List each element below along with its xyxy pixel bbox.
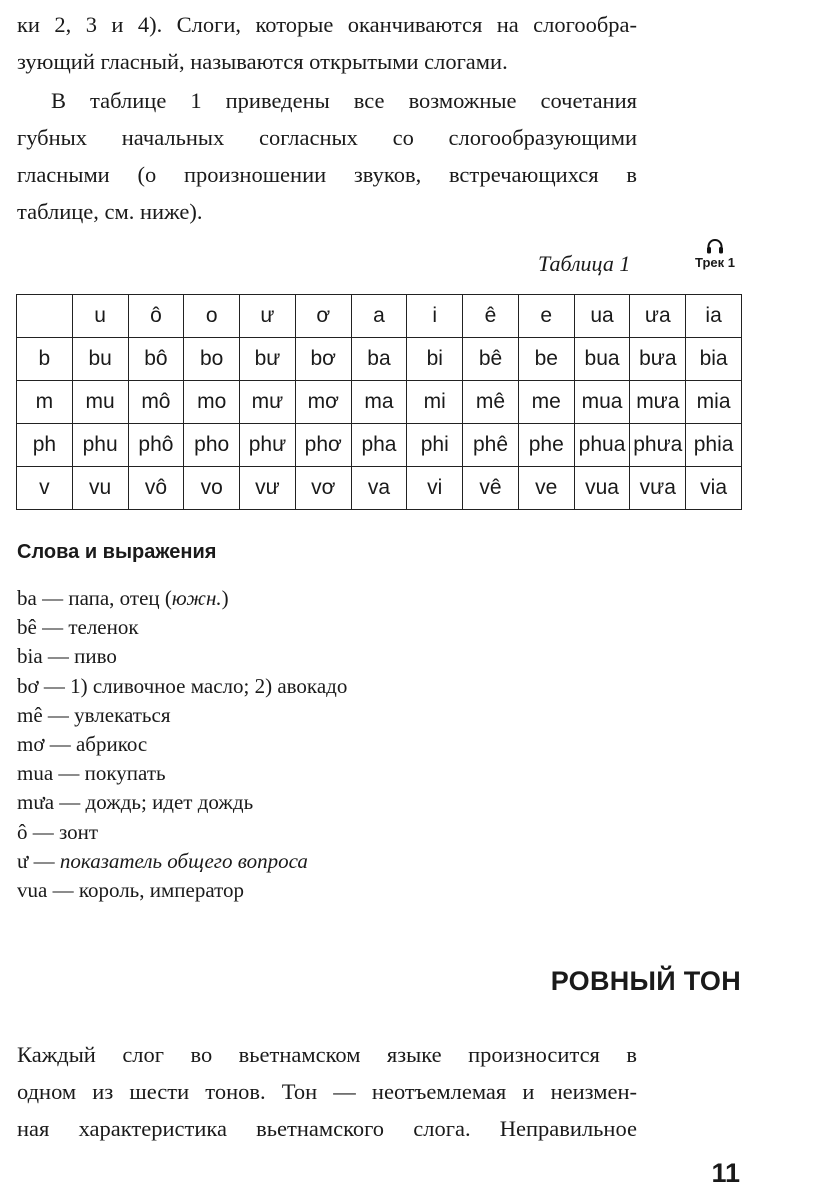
table-header-cell: ưa [630,295,686,338]
page-number: 11 [711,1158,740,1188]
table-cell: bu [72,338,128,381]
vocab-word: mưa [17,790,55,815]
vocab-dash: — [32,819,54,844]
table-cell: vua [574,467,630,510]
table-cell: bia [686,338,742,381]
vocab-dash: — [47,644,69,669]
table-cell: phua [574,424,630,467]
vocab-word: ô [17,819,28,844]
table-cell: phô [128,424,184,467]
vocab-word: mê [17,702,43,727]
vocab-entry [17,847,347,876]
table-row [17,424,742,467]
table-cell: bơ [295,338,351,381]
vocab-word: bơ [17,673,39,698]
vocab-translation: увлекаться [74,702,171,727]
vocabulary-heading: Слова и выражения [17,541,217,563]
vocab-dash: — [58,761,80,786]
table-row [17,381,742,424]
section-title: РОВНЫЙ ТОН [550,966,741,996]
vocab-word: bia [17,644,43,669]
table-cell: ba [351,338,407,381]
vocab-translation: зонт [59,819,99,844]
vocab-entry [17,818,347,847]
vocab-dash: — [42,615,64,640]
vocab-translation: король, император [78,878,245,903]
vocab-word: mơ [17,732,45,757]
table-cell: phi [407,424,463,467]
table-cell: phê [463,424,519,467]
vocab-dash: — [42,586,64,610]
vocab-translation: 1) сливочное масло; 2) авокадо [70,673,348,698]
vocab-dash: — [33,848,55,873]
table-cell: bưa [630,338,686,381]
table-cell: mi [407,381,463,424]
vocab-dash: — [52,878,74,903]
table-cell: me [518,381,574,424]
table-cell: bư [240,338,296,381]
vocab-dash: — [47,702,69,727]
table-cell: vê [463,467,519,510]
text-line: В таблице 1 приведены все возможные сочетания [51,88,637,113]
vocab-entry [17,759,347,788]
text-line: Каждый слог во вьетнамском языке произносится в [17,1042,637,1067]
table-row [17,467,742,510]
vocab-dash: — [49,732,71,757]
table-cell: vô [128,467,184,510]
table-header-cell: o [184,295,240,338]
table-cell: pho [184,424,240,467]
table-cell: vu [72,467,128,510]
table-cell: mư [240,381,296,424]
text-line: гласными (о произношении звуков, встречающихся в [17,162,637,187]
vocab-entry [17,788,347,817]
table-header-row [17,295,742,338]
table-header-cell: ơ [295,295,351,338]
table-cell: mô [128,381,184,424]
intro-paragraph [17,6,637,80]
vocab-suffix: ) [221,586,229,610]
text-line: зующий гласный, называются открытыми слогами. [17,49,508,74]
vocab-entry [17,876,347,905]
table-row [17,338,742,381]
table-cell: phưa [630,424,686,467]
table-cell: be [518,338,574,381]
vocab-note: южн. [171,586,222,610]
table-cell: bi [407,338,463,381]
table-cell: bo [184,338,240,381]
vocab-entry [17,730,347,759]
vocab-translation: дождь; идет дождь [85,790,254,815]
table-cell: pha [351,424,407,467]
table-cell: vơ [295,467,351,510]
headphones-icon [706,238,724,254]
table-header-cell: ua [574,295,630,338]
text-line: ки 2, 3 и 4). Слоги, которые оканчиваются на слогообра- [17,12,637,37]
vocab-entry [17,613,347,642]
table-cell: phơ [295,424,351,467]
table-intro-paragraph [17,82,637,230]
table-cell: ma [351,381,407,424]
table-header-cell: a [351,295,407,338]
vocab-translation: абрикос [75,732,148,757]
vocab-note: показатель общего вопроса [59,848,308,873]
table-header-cell: e [518,295,574,338]
vocab-translation: покупать [84,761,166,786]
text-line: ная характеристика вьетнамского слога. Неправильное [17,1116,637,1141]
table-cell: mê [463,381,519,424]
vocabulary-list [17,584,347,905]
table-header-cell: ô [128,295,184,338]
table-cell: mo [184,381,240,424]
table-row-label: m [17,381,73,424]
vocab-translation: пиво [74,644,117,669]
vocab-entry [17,642,347,671]
vocab-word: mua [17,761,54,786]
table-header-cell [17,295,73,338]
vocab-entry [17,584,347,613]
table-cell: vưa [630,467,686,510]
table-header-cell: ư [240,295,296,338]
vocab-translation: папа, отец ( [68,586,172,610]
table-row-label: b [17,338,73,381]
table-cell: phư [240,424,296,467]
table-header-cell: i [407,295,463,338]
syllable-table [16,294,742,510]
table-header-cell: ê [463,295,519,338]
vocab-translation: теленок [68,615,139,640]
table-cell: bua [574,338,630,381]
vocab-entry [17,672,347,701]
table-cell: phu [72,424,128,467]
vocab-dash: — [43,673,65,698]
vocab-word: ư [17,848,29,873]
audio-track-button[interactable] [690,238,740,270]
track-label: Трек 1 [695,255,735,270]
table-cell: ve [518,467,574,510]
table-cell: vư [240,467,296,510]
text-line: таблице, см. ниже). [17,199,203,224]
table-cell: mua [574,381,630,424]
table-cell: phia [686,424,742,467]
table-cell: phe [518,424,574,467]
table-caption: Таблица 1 [538,251,631,276]
table-row-label: ph [17,424,73,467]
table-cell: mu [72,381,128,424]
table-header-cell: ia [686,295,742,338]
table-cell: mia [686,381,742,424]
table-cell: va [351,467,407,510]
table-cell: mơ [295,381,351,424]
vocab-word: vua [17,878,48,903]
vocab-entry [17,701,347,730]
table-cell: bê [463,338,519,381]
table-cell: bô [128,338,184,381]
table-header-cell: u [72,295,128,338]
vocab-dash: — [59,790,81,815]
text-line: губных начальных согласных со слогообразующими [17,125,637,150]
table-cell: via [686,467,742,510]
text-line: одном из шести тонов. Тон — неотъемлемая и неизмен- [17,1079,637,1104]
table-row-label: v [17,467,73,510]
table-cell: vo [184,467,240,510]
vocab-word: bê [17,615,37,640]
vocab-word: ba [17,586,37,610]
table-cell: mưa [630,381,686,424]
table-cell: vi [407,467,463,510]
tone-paragraph [17,1036,637,1147]
